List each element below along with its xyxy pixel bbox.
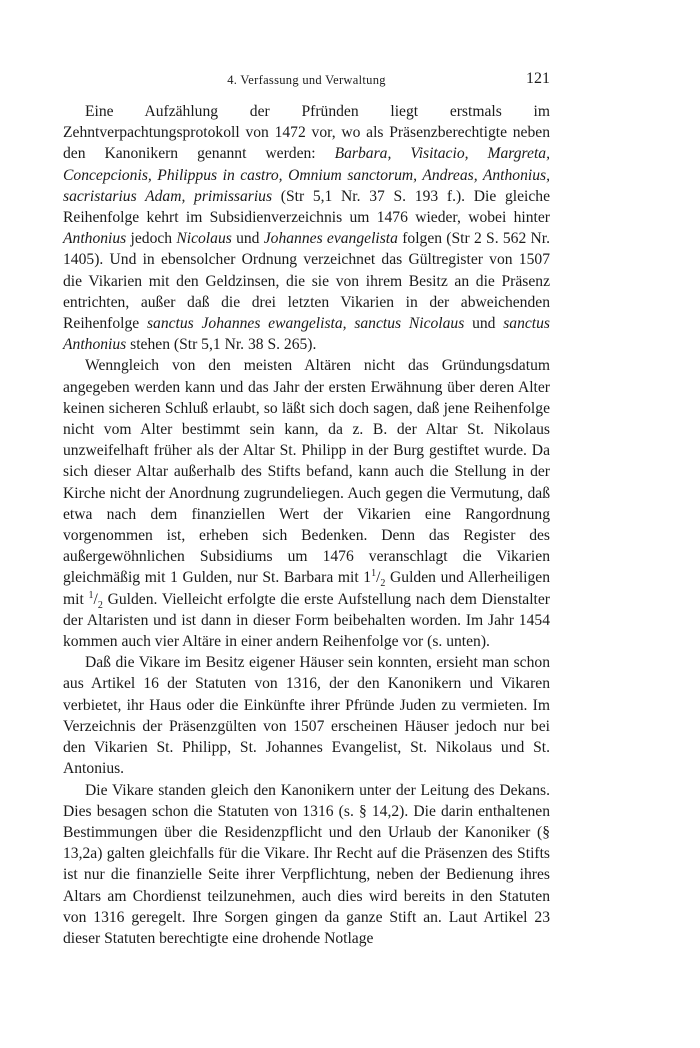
text-run: und	[464, 315, 504, 333]
italic-text: sanctus Anthonius	[63, 315, 550, 354]
italic-text: sanctus Johannes ewangelista, sanctus Nicolaus	[146, 315, 465, 333]
text-run: jedoch	[126, 230, 177, 248]
text-run: und	[231, 230, 264, 248]
italic-text: Anthonius	[63, 230, 127, 248]
text-run: Gulden. Vielleicht erfolgte die erste Aufstellung nach dem Dienstalter der Altaristen und ist dann in dieser Form beibehalten worden. Im Jahr 1454 kommen auch vier Altäre in einer andern Reihenfolge vor (s. unten).	[63, 590, 550, 651]
fraction-denominator: 2	[97, 599, 103, 611]
page-number: 121	[526, 70, 550, 87]
text-run: (Str 5,1 Nr. 37 S. 193 f.). Die gleiche Reihenfolge kehrt im Subsidienverzeichnis um 1476 wieder, wobei hinter	[63, 187, 550, 227]
text-run: /	[93, 590, 98, 608]
italic-text: Barbara, Visitacio, Margreta, Concepcionis, Philippus in castro, Omnium sanctorum, Andreas, Anthonius, sacristarius Adam, primissarius	[63, 145, 550, 205]
paragraph	[63, 780, 550, 950]
italic-text: Nicolaus	[176, 230, 232, 248]
chapter-title: 4. Verfassung und Verwaltung	[227, 73, 386, 87]
body-text	[63, 101, 550, 949]
text-run: folgen (Str 2 S. 562 Nr. 1405). Und in ebensolcher Ordnung verzeichnet das Gültregister von 1507 die Vikarien mit den Geldzinsen, die sie von ihrem Besitz an die Präsenz entrichten, außer daß die drei letzten Vikarien in der abweichenden Reihenfolge	[63, 230, 551, 333]
fraction-numerator: 1	[371, 568, 377, 580]
text-run: Wenngleich von den meisten Altären nicht das Gründungsdatum angegeben werden kann und das Jahr der ersten Erwähnung über deren Alter keinen sicheren Schluß erlaubt, so läßt sich doch sagen, daß jene Reihenfolge nicht vom Alter bestimmt sein kann, da z. B. der Altar St. Nikolaus unzweifelhaft früher als der Altar St. Philipp in der Burg gestiftet wurde. Da sich dieser Altar außerhalb des Stifts befand, kann auch die Stellung in der Kirche nicht der Anordnung zugrundeliegen. Auch gegen die Vermutung, daß etwa nach dem finanziellen Wert der Vikarien eine Rangordnung vorgenommen ist, erheben sich Bedenken. Denn das Register des außergewöhnlichen Subsidiums um 1476 veranschlagt die Vikarien gleichmäßig mit 1 Gulden, nur St. Barbara mit 1	[63, 357, 550, 587]
paragraph	[63, 652, 550, 779]
text-run: /	[376, 569, 381, 587]
text-run: Gulden und Allerheiligen mit	[63, 569, 550, 608]
fraction-numerator: 1	[88, 589, 94, 601]
running-head	[63, 70, 550, 92]
italic-text: Johannes evangelista	[263, 230, 398, 248]
text-run: Daß die Vikare im Besitz eigener Häuser sein konnten, ersieht man schon aus Artikel 16 der Statuten von 1316, der den Kanonikern und Vikaren verbietet, ihr Haus oder die Einkünfte ihrer Pfründe Juden zu vermieten. Im Verzeichnis der Präsenzgülten von 1507 erscheinen Häuser jedoch nur bei den Vikarien St. Philipp, St. Johannes Evangelist, St. Nikolaus und St. Antonius.	[63, 654, 550, 778]
text-run: stehen (Str 5,1 Nr. 38 S. 265).	[126, 336, 317, 354]
paragraph	[63, 101, 550, 355]
text-run: Eine Aufzählung der Pfründen liegt erstmals im Zehntverpachtungsprotokoll von 1472 vor, wo als Präsenzberechtigte neben den Kanonikern genannt werden:	[63, 103, 550, 163]
paragraph	[63, 355, 550, 652]
text-run: Die Vikare standen gleich den Kanonikern unter der Leitung des Dekans. Dies besagen schon die Statuten von 1316 (s. § 14,2). Die darin enthaltenen Bestimmungen über die Residenzpflicht und den Urlaub der Kanoniker (§ 13,2a) galten gleichfalls für die Vikare. Ihr Recht auf die Präsenzen des Stifts ist nur die finanzielle Seite ihrer Verpflichtung, neben der Bedienung ihres Altars am Chordienst teilzunehmen, auch dies wird bereits in den Statuten von 1316 geregelt. Ihre Sorgen gingen da ganze Stift an. Laut Artikel 23 dieser Statuten berechtigte eine drohende Notlage	[63, 781, 550, 947]
fraction-denominator: 2	[380, 578, 386, 590]
